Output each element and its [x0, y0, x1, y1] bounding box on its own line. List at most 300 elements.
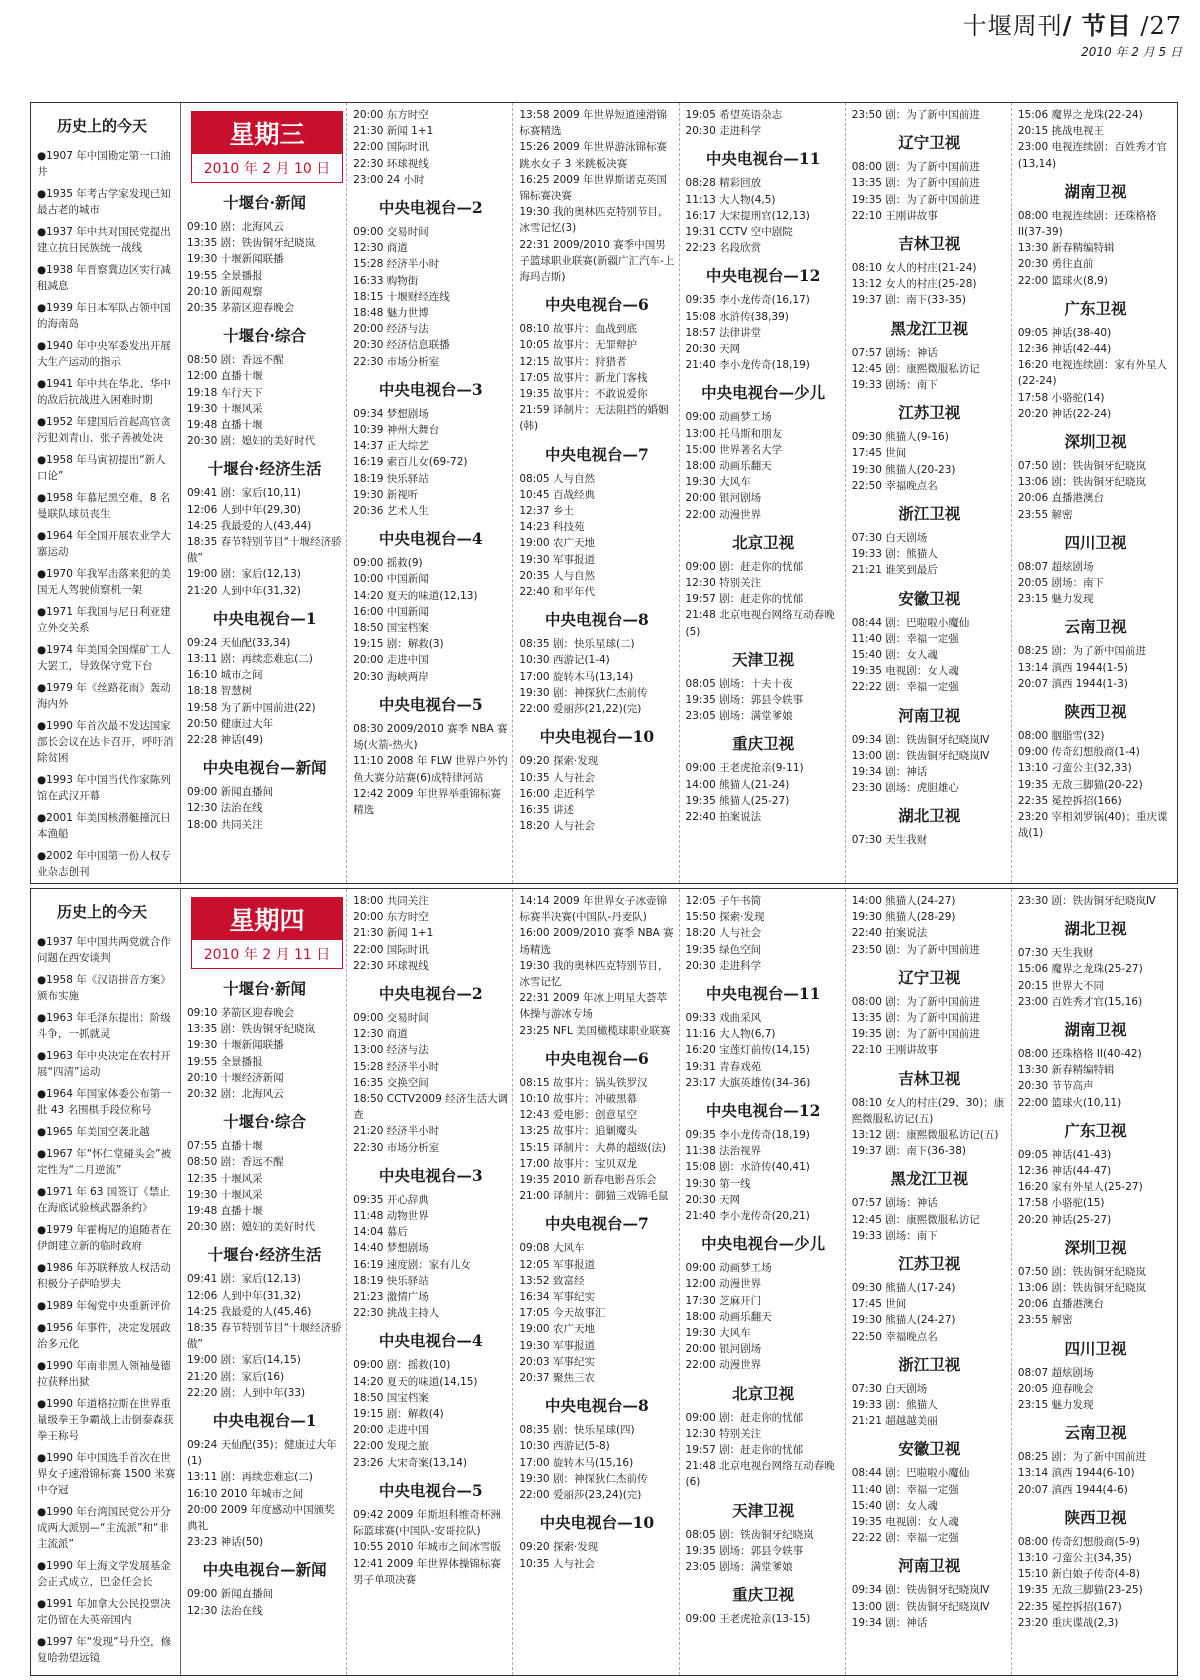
program-item: 17:30 芝麻开门	[685, 1294, 762, 1307]
program-item: 12:45 剧：康熙微服私访记	[851, 1213, 980, 1226]
day-section	[30, 888, 1178, 1676]
channel-name: 黑龙江卫视	[890, 318, 969, 338]
program-item: 15:00 世界著名大学	[685, 443, 783, 456]
channel-name: 中央电视台—5	[378, 1480, 483, 1500]
program-item: 19:35 故事片：不敢说爱你	[519, 388, 648, 401]
program-item: 13:06 剧：铁齿铜牙纪晓岚	[1017, 476, 1146, 489]
program-item: 15:26 2009 年世界游泳锦标赛跳水女子 3 米跳板决赛	[519, 141, 667, 170]
program-item: 16:20 宝莲灯前传(14,15)	[685, 1044, 810, 1057]
program-item: 11:40 剧：幸福一定强	[851, 1483, 959, 1496]
program-item: 22:00 国际时讯	[353, 943, 429, 956]
program-item: 23:55 解密	[1017, 1314, 1073, 1327]
history-item: ●1979 年霍梅尼的追随者在伊朗建立新的临时政府	[37, 1224, 171, 1252]
history-item: ●1971 年我国与尼日利亚建立外交关系	[37, 606, 171, 634]
channel-name: 四川卫视	[1064, 1338, 1127, 1358]
program-item: 23:05 剧场：满堂爹娘	[685, 1561, 793, 1574]
program-item: 19:33 剧场：南下	[851, 1229, 938, 1242]
program-item: 18:19 快乐驿站	[353, 1274, 429, 1287]
program-item: 23:50 剧：为了新中国前进	[851, 943, 980, 956]
program-item: 23:25 NFL 美国橄榄球职业联赛	[519, 1024, 671, 1037]
program-item: 20:03 军事纪实	[519, 1355, 595, 1368]
program-item: 08:10 故事片：血战到底	[519, 323, 637, 336]
program-item: 22:40 拍案说法	[685, 811, 762, 824]
program-item: 10:30 西游记(5-8)	[519, 1440, 610, 1453]
program-item: 09:00 动画梦工场	[685, 1262, 772, 1275]
program-item: 20:36 艺术人生	[353, 505, 429, 518]
program-item: 22:10 王刚讲故事	[851, 1044, 938, 1057]
program-item: 21:20 剧：家后(16)	[187, 1370, 285, 1383]
channel-name: 中央电视台—12	[705, 1101, 821, 1121]
program-item: 08:00 还珠格格 II(40-42)	[1017, 1048, 1142, 1061]
program-item: 12:05 子午书简	[685, 895, 762, 907]
program-item: 23:26 大宋奇案(13,14)	[353, 1456, 468, 1469]
program-item: 09:35 开心辞典	[353, 1193, 429, 1206]
program-item: 09:08 大风车	[519, 1242, 585, 1255]
program-item: 09:42 2009 年斯坦科维奇杯洲际篮球赛(中国队-安哥拉队)	[353, 1508, 501, 1538]
program-item: 14:00 熊猫人(21-24)	[685, 778, 790, 791]
program-item: 20:10 新闻观察	[187, 285, 263, 298]
schedule-column	[181, 103, 347, 883]
program-item: 19:34 剧：神话	[851, 1616, 928, 1629]
history-item: ●1956 年事件，决定发展政治多元化	[37, 1322, 171, 1350]
channel-name: 中央电视台—5	[378, 694, 483, 714]
program-item: 19:48 直播十堰	[187, 419, 263, 432]
program-item: 23:23 神话(50)	[187, 1536, 264, 1549]
channel-name: 中央电视台—2	[378, 984, 483, 1004]
program-item: 20:30 天网	[685, 1193, 741, 1206]
channel-name: 中央电视台—7	[545, 444, 649, 464]
history-item: ●1940 年中央军委发出开展大生产运动的指示	[37, 340, 171, 368]
day-header	[191, 897, 343, 969]
program-item: 09:00 剧：赶走你的忧郁	[685, 560, 804, 573]
program-item: 23:15 魅力发现	[1017, 593, 1094, 606]
schedule-column	[1012, 889, 1177, 1675]
history-item: ●1979 年《丝路花雨》轰动海内外	[37, 682, 171, 710]
program-item: 20:07 滇西 1944(4-6)	[1017, 1483, 1128, 1496]
program-item: 10:45 百战经典	[519, 488, 595, 501]
program-item: 20:50 健康过大年	[187, 717, 274, 730]
program-item: 19:30 十堰新闻联播	[187, 253, 284, 266]
program-item: 17:00 旋转木马(15,16)	[519, 1456, 634, 1469]
program-item: 22:00 爱丽莎(23,24)(完)	[519, 1489, 642, 1502]
program-item: 14:00 熊猫人(24-27)	[851, 895, 956, 907]
program-item: 13:00 托马斯和朋友	[685, 427, 783, 440]
program-item: 17:00 故事片：宝贝双龙	[519, 1157, 637, 1170]
channel-name: 中央电视台—2	[378, 198, 483, 218]
program-item: 09:35 李小龙传奇(16,17)	[685, 294, 810, 307]
program-item: 10:39 神州大舞台	[353, 424, 440, 437]
channel-name: 中央电视台—4	[378, 529, 483, 549]
program-item: 13:25 故事片：追剿魔头	[519, 1125, 637, 1138]
program-item: 20:00 银河剧场	[685, 1343, 762, 1356]
program-item: 17:58 小骆驼(15)	[1017, 1197, 1105, 1210]
channel-name: 辽宁卫视	[898, 133, 961, 153]
program-item: 08:10 女人的村庄(21-24)	[851, 262, 977, 275]
schedule-columns	[181, 103, 1177, 883]
program-item: 13:30 新春精编特辑	[1017, 242, 1115, 255]
program-item: 15:06 魔界之龙珠(25-27)	[1017, 963, 1143, 976]
channel-name: 四川卫视	[1064, 532, 1127, 552]
program-item: 09:00 动画梦工场	[685, 411, 772, 424]
program-item: 07:57 剧场：神话	[851, 346, 938, 359]
program-item: 16:00 中国新闻	[353, 605, 429, 618]
program-item: 08:00 剧：为了新中国前进	[851, 995, 980, 1008]
program-item: 12:43 爱电影：创意星空	[519, 1109, 637, 1122]
program-item: 11:16 大人物(6,7)	[685, 1028, 776, 1041]
channel-name: 十堰台·新闻	[223, 979, 307, 998]
program-item: 15:06 魔界之龙珠(22-24)	[1017, 109, 1143, 121]
program-item: 18:00 动画乐翻天	[685, 460, 772, 473]
program-item: 19:33 剧：熊猫人	[851, 548, 938, 561]
program-item: 18:35 春节特别节目“十堰经济骄傲”	[187, 536, 342, 565]
history-item: ●1990 年道格拉斯在世界重量级拳王争霸战上击倒泰森获拳王称号	[37, 1398, 174, 1442]
channel-name: 十堰台·综合	[223, 1112, 307, 1132]
program-item: 09:00 剧：赶走你的忧郁	[685, 1411, 804, 1424]
program-item: 09:00 剧：摇救(10)	[353, 1359, 451, 1372]
program-item: 18:00 共同关注	[187, 818, 263, 831]
history-panel	[31, 103, 181, 883]
program-item: 12:30 商道	[353, 1028, 408, 1041]
program-item: 23:50 剧：为了新中国前进	[851, 109, 980, 121]
program-item: 14:25 我最爱的人(43,44)	[187, 519, 312, 532]
program-item: 15:28 经济半小时	[353, 1060, 440, 1073]
channel-name: 中央电视台—12	[705, 266, 821, 286]
program-item: 19:15 剧：解救(3)	[353, 638, 444, 651]
channel-name: 中央电视台—3	[378, 1165, 483, 1185]
program-item: 09:33 戏曲采风	[685, 1012, 762, 1025]
program-item: 20:00 银河剧场	[685, 492, 762, 505]
program-item: 09:05 神话(38-40)	[1017, 326, 1112, 339]
program-item: 18:57 法律讲堂	[685, 326, 762, 339]
program-item: 14:40 梦想剧场	[353, 1242, 429, 1255]
program-item: 23:30 剧：铁齿铜牙纪晓岚Ⅳ	[1017, 895, 1156, 907]
channel-name: 河南卫视	[898, 705, 961, 725]
program-item: 16:25 2009 年世界斯诺克英国锦标赛决赛	[519, 173, 667, 203]
program-item: 20:30 勇往直前	[1017, 258, 1094, 271]
program-item: 19:35 剧：为了新中国前进	[851, 1028, 980, 1041]
program-item: 08:05 剧：铁齿铜牙纪晓岚	[685, 1528, 814, 1541]
program-item: 20:15 世界大不同	[1017, 979, 1104, 992]
program-item: 08:25 剧：为了新中国前进	[1017, 645, 1146, 658]
program-item: 19:35 电视剧：女人魂	[851, 665, 959, 678]
channel-name: 安徽卫视	[898, 588, 961, 608]
program-item: 22:00 爱丽莎(21,22)(完)	[519, 703, 642, 716]
program-item: 19:55 全景播报	[187, 1055, 263, 1068]
program-item: 17:45 世间	[851, 1298, 907, 1311]
program-item: 13:00 剧：铁齿铜牙纪晓岚Ⅳ	[851, 749, 990, 762]
schedule-column	[347, 889, 513, 1675]
program-item: 08:00 传奇幻想殷商(5-9)	[1017, 1535, 1140, 1548]
program-item: 19:31 青春戏苑	[685, 1060, 762, 1073]
program-item: 21:20 经济半小时	[353, 1125, 440, 1138]
program-item: 18:19 快乐驿站	[353, 472, 429, 485]
program-item: 19:35 绿色空间	[685, 943, 762, 956]
history-item: ●1938 年晋察冀边区实行减租减息	[37, 264, 171, 292]
program-item: 13:14 滇西 1944(1-5)	[1017, 661, 1128, 674]
program-item: 23:00 24 小时	[353, 173, 425, 186]
program-item: 08:15 故事片：锅头铁罗汉	[519, 1076, 648, 1089]
program-item: 19:31 CCTV 空中剧院	[685, 226, 793, 239]
program-item: 09:35 李小龙传奇(18,19)	[685, 1129, 810, 1142]
program-item: 19:37 剧：南下(36-38)	[851, 1145, 966, 1158]
program-item: 17:05 故事片：新龙门客栈	[519, 371, 648, 384]
channel-name: 深圳卫视	[1064, 432, 1127, 452]
program-item: 08:25 剧：为了新中国前进	[1017, 1451, 1146, 1464]
program-item: 19:00 剧：家后(14,15)	[187, 1354, 301, 1367]
program-item: 17:00 旋转木马(13,14)	[519, 670, 634, 683]
channel-name: 湖北卫视	[898, 806, 961, 826]
program-item: 21:00 译制片：御猫三戏锦毛鼠	[519, 1190, 669, 1203]
schedule-column	[181, 889, 347, 1675]
channel-name: 中央电视台—新闻	[202, 1560, 327, 1580]
program-item: 08:35 剧：快乐星球(四)	[519, 1424, 635, 1437]
program-item: 13:14 滇西 1944(6-10)	[1017, 1467, 1135, 1480]
program-item: 19:35 电视剧：女人魂	[851, 1516, 959, 1529]
channel-name: 中央电视台—11	[705, 149, 821, 169]
program-item: 08:05 剧场：十夫十夜	[685, 677, 793, 690]
program-item: 13:00 剧：铁齿铜牙纪晓岚Ⅳ	[851, 1600, 990, 1613]
program-item: 17:45 世间	[851, 447, 907, 460]
program-item: 09:30 熊猫人(17-24)	[851, 1282, 956, 1295]
program-item: 09:41 剧：家后(12,13)	[187, 1273, 301, 1286]
history-item: ●1974 年美国全国煤矿工人大罢工，导致保守党下台	[37, 644, 171, 672]
program-item: 09:00 王老虎抢亲(9-11)	[685, 762, 804, 775]
program-item: 07:30 白天剧场	[851, 1382, 928, 1395]
program-item: 21:23 激情广场	[353, 1291, 429, 1304]
day-date: 2010 年 2 月 10 日	[203, 161, 331, 177]
program-item: 22:22 剧：幸福一定强	[851, 681, 959, 694]
program-item: 11:13 大人物(4,5)	[685, 193, 776, 206]
program-item: 22:20 剧：人到中年(33)	[187, 1386, 306, 1399]
channel-name: 中央电视台—10	[539, 727, 655, 747]
schedule-columns	[181, 889, 1177, 1675]
program-item: 12:00 直播十堰	[187, 370, 263, 383]
program-item: 19:33 剧：熊猫人	[851, 1399, 938, 1412]
channel-name: 浙江卫视	[898, 1354, 961, 1374]
program-item: 21:48 北京电视台网络互动春晚(5)	[685, 609, 835, 638]
program-item: 07:57 剧场：神话	[851, 1197, 938, 1210]
program-item: 08:10 女人的村庄(29、30)；康熙微服私访记(五)	[851, 1096, 1005, 1125]
program-item: 20:30 走进科学	[685, 959, 762, 972]
program-item: 20:00 走进中国	[353, 1424, 429, 1437]
program-item: 16:10 2010 年城市之间	[187, 1487, 304, 1500]
program-item: 08:44 剧：巴啦啦小魔仙	[851, 616, 970, 629]
program-item: 19:35 2010 新春电影吾乐会	[519, 1174, 657, 1187]
program-item: 12:15 故事片：狩猎者	[519, 355, 627, 368]
program-item: 18:50 国宝档案	[353, 622, 429, 635]
program-item: 12:37 乡土	[519, 505, 574, 518]
program-item: 19:30 军事报道	[519, 1339, 595, 1352]
channel-name: 浙江卫视	[898, 504, 961, 524]
program-item: 12:35 十堰风采	[187, 1172, 263, 1185]
program-item: 13:12 女人的村庄(25-28)	[851, 278, 977, 291]
program-item: 20:30 剧：媳妇的美好时代	[187, 1221, 316, 1234]
program-item: 22:31 2009/2010 赛季中国男子篮球职业联赛(新疆广汇汽车-上海玛吉斯)	[519, 238, 675, 284]
program-item: 22:31 2009 年冰上明星大荟萃体操与游冰专场	[519, 992, 667, 1021]
history-item: ●1986 年苏联释放人权活动积极分子萨哈罗夫	[37, 1262, 171, 1290]
program-item: 07:50 剧：铁齿铜牙纪晓岚	[1017, 460, 1146, 473]
program-item: 23:20 重庆谍战(2,3)	[1017, 1616, 1119, 1629]
program-item: 21:21 超越越美丽	[851, 1415, 938, 1428]
program-item: 09:00 交易时间	[353, 226, 429, 239]
program-item: 13:52 致富经	[519, 1274, 585, 1287]
history-item: ●1964 年全国开展农业学大寨运动	[37, 530, 171, 558]
channel-name: 十堰台·新闻	[223, 193, 307, 212]
program-item: 19:35 剧：为了新中国前进	[851, 193, 980, 206]
program-item: 20:37 聚焦三农	[519, 1372, 595, 1385]
program-item: 12:30 特别关注	[685, 1427, 762, 1440]
program-item: 12:45 剧：康熙微服私访记	[851, 362, 980, 375]
program-item: 22:00 篮球火(10,11)	[1017, 1096, 1122, 1109]
schedule-column	[846, 889, 1012, 1675]
channel-name: 黑龙江卫视	[890, 1169, 969, 1189]
program-item: 22:00 动漫世界	[685, 508, 762, 521]
program-item: 17:58 小骆驼(14)	[1017, 391, 1105, 404]
channel-name: 十堰台·综合	[223, 326, 307, 346]
program-item: 09:24 天仙配(35)；健康过大年(1)	[187, 1439, 337, 1468]
program-item: 20:00 东方时空	[353, 109, 429, 121]
program-item: 09:00 新闻直播间	[187, 786, 274, 799]
program-item: 09:20 探索·发现	[519, 1541, 599, 1554]
program-item: 08:50 剧：香远不醒	[187, 1156, 284, 1169]
program-item: 20:00 走进中国	[353, 654, 429, 667]
program-item: 20:15 挑战电视王	[1017, 125, 1104, 138]
program-item: 20:30 剧：媳妇的美好时代	[187, 435, 316, 448]
program-item: 15:08 剧：水浒传(40,41)	[685, 1161, 810, 1174]
program-item: 09:41 剧：家后(10,11)	[187, 487, 301, 500]
channel-name: 十堰台·经济生活	[207, 1245, 322, 1265]
channel-name: 天津卫视	[732, 649, 795, 669]
schedule-column	[1012, 103, 1177, 883]
program-item: 22:30 环球视线	[353, 157, 429, 170]
program-item: 19:05 希望英语杂志	[685, 109, 783, 121]
program-item: 14:37 正大综艺	[353, 440, 429, 453]
program-item: 13:10 刁蛮公主(34,35)	[1017, 1552, 1132, 1565]
program-item: 19:57 剧：赶走你的忧郁	[685, 593, 804, 606]
history-item: ●1990 年台湾国民党公开分成两大派别—“主流派”和“非主流派”	[37, 1506, 171, 1550]
program-item: 12:06 人到中年(31,32)	[187, 1289, 301, 1302]
program-item: 09:00 新闻直播间	[187, 1588, 274, 1601]
schedule-column	[347, 103, 513, 883]
program-item: 15:08 水浒传(38,39)	[685, 310, 789, 323]
program-item: 10:35 人与社会	[519, 1557, 595, 1570]
program-item: 13:12 剧：康熙微服私访记(五)	[851, 1129, 999, 1142]
channel-name: 吉林卫视	[898, 234, 961, 254]
program-item: 13:35 剧：铁齿铜牙纪晓岚	[187, 1023, 316, 1036]
program-item: 22:30 环球视线	[353, 959, 429, 972]
program-item: 10:30 西游记(1-4)	[519, 654, 610, 667]
program-item: 16:33 购物街	[353, 274, 419, 287]
program-item: 18:00 动画乐翻天	[685, 1310, 772, 1323]
program-item: 11:40 剧：幸福一定强	[851, 632, 959, 645]
program-item: 16:35 讲述	[519, 803, 574, 816]
channel-name: 湖南卫视	[1064, 181, 1127, 201]
program-item: 18:00 共同关注	[353, 895, 429, 907]
program-item: 16:20 电视连续剧：家有外星人(22-24)	[1017, 359, 1167, 388]
program-item: 13:10 刁蛮公主(32,33)	[1017, 762, 1132, 775]
program-item: 18:48 魅力世博	[353, 307, 429, 320]
program-item: 07:50 剧：铁齿铜牙纪晓岚	[1017, 1265, 1146, 1278]
program-item: 08:50 剧：香远不醒	[187, 354, 284, 367]
program-item: 19:30 剧：神探狄仁杰前传	[519, 686, 648, 699]
program-item: 09:10 茅箭区迎春晚会	[187, 1007, 295, 1019]
channel-name: 云南卫视	[1064, 617, 1127, 637]
program-item: 08:07 超炫剧场	[1017, 1366, 1094, 1379]
masthead-date: 2010 年 2 月 5 日	[1081, 45, 1182, 59]
channel-name: 中央电视台—1	[212, 1411, 317, 1431]
history-item: ●1958 年马寅初提出“新人口论”	[37, 454, 166, 482]
program-item: 19:35 剧场：郭县令轶事	[685, 694, 804, 707]
program-item: 07:30 天生我财	[851, 834, 928, 847]
program-item: 19:30 十堰新闻联播	[187, 1039, 284, 1052]
program-item: 18:15 十堰财经连线	[353, 290, 450, 303]
channel-name: 广东卫视	[1064, 298, 1127, 318]
channel-name: 陕西卫视	[1064, 1507, 1127, 1527]
program-item: 08:35 剧：快乐星球(二)	[519, 638, 635, 651]
channel-name: 中央电视台—8	[545, 610, 649, 630]
program-item: 07:30 白天剧场	[851, 532, 928, 545]
program-item: 12:05 军事报道	[519, 1258, 595, 1271]
program-item: 10:55 2010 年城市之间冰雪版	[353, 1541, 501, 1554]
program-item: 21:21 谁笑到最后	[851, 564, 938, 577]
program-item: 15:15 译制片：大鼻的超级(法)	[519, 1141, 667, 1154]
program-item: 07:55 直播十堰	[187, 1140, 263, 1153]
program-item: 19:30 军事报道	[519, 553, 595, 566]
history-item: ●1907 年中国勘定第一口油井	[37, 150, 171, 178]
program-item: 12:36 神话(44-47)	[1017, 1165, 1112, 1178]
history-item: ●1970 年我军击落来犯的美国无人驾驶侦察机一架	[37, 568, 171, 596]
program-item: 20:32 剧：北海风云	[187, 1088, 284, 1101]
program-item: 20:00 2009 年度感动中国颁奖典礼	[187, 1503, 335, 1533]
history-item: ●1958 年慕尼黑空难，8 名曼联队球员丧生	[37, 492, 171, 520]
program-item: 19:30 新视听	[353, 488, 419, 501]
program-item: 19:00 农广天地	[519, 1323, 595, 1336]
program-item: 23:55 解密	[1017, 508, 1073, 521]
channel-name: 中央电视台—4	[378, 1331, 483, 1351]
history-item: ●1993 年中国当代作家陈列馆在武汉开幕	[37, 774, 171, 802]
channel-name: 湖北卫视	[1064, 919, 1127, 939]
program-item: 19:30 我的奥林匹克特别节目，冰雪记忆(3)	[519, 206, 669, 235]
channel-name: 深圳卫视	[1064, 1237, 1127, 1257]
program-item: 13:11 剧：再续恋难忘(二)	[187, 653, 313, 666]
program-item: 08:44 剧：巴啦啦小魔仙	[851, 1467, 970, 1480]
program-item: 19:37 剧：南下(33-35)	[851, 294, 966, 307]
program-item: 20:30 走进科学	[685, 125, 762, 138]
program-item: 18:20 人与社会	[519, 820, 595, 833]
program-item: 21:20 人到中年(31,32)	[187, 584, 301, 597]
program-item: 09:20 探索·发现	[519, 755, 599, 768]
schedule-column	[680, 103, 846, 883]
channel-name: 辽宁卫视	[898, 967, 961, 987]
program-item: 16:10 城市之间	[187, 669, 263, 682]
program-item: 12:30 法治在线	[187, 1604, 263, 1617]
program-item: 20:20 神话(22-24)	[1017, 407, 1112, 420]
program-item: 22:23 名段欣赏	[685, 242, 762, 255]
program-item: 20:00 东方时空	[353, 911, 429, 924]
program-item: 15:10 新白娘子传奇(4-8)	[1017, 1568, 1140, 1581]
program-item: 21:48 北京电视台网络互动春晚(6)	[685, 1460, 835, 1489]
program-item: 19:30 大风车	[685, 476, 751, 489]
program-item: 20:10 十堰经济新闻	[187, 1071, 284, 1084]
program-item: 23:15 魅力发现	[1017, 1399, 1094, 1412]
program-item: 08:00 剧：为了新中国前进	[851, 161, 980, 174]
program-item: 10:00 中国新闻	[353, 573, 429, 586]
program-item: 13:00 经济与法	[353, 1044, 429, 1057]
program-item: 22:30 市场分析室	[353, 355, 440, 368]
program-item: 13:58 2009 年世界短道速滑锦标赛精选	[519, 109, 667, 138]
schedule-column	[513, 103, 679, 883]
program-item: 23:00 百姓秀才官(15,16)	[1017, 995, 1143, 1008]
